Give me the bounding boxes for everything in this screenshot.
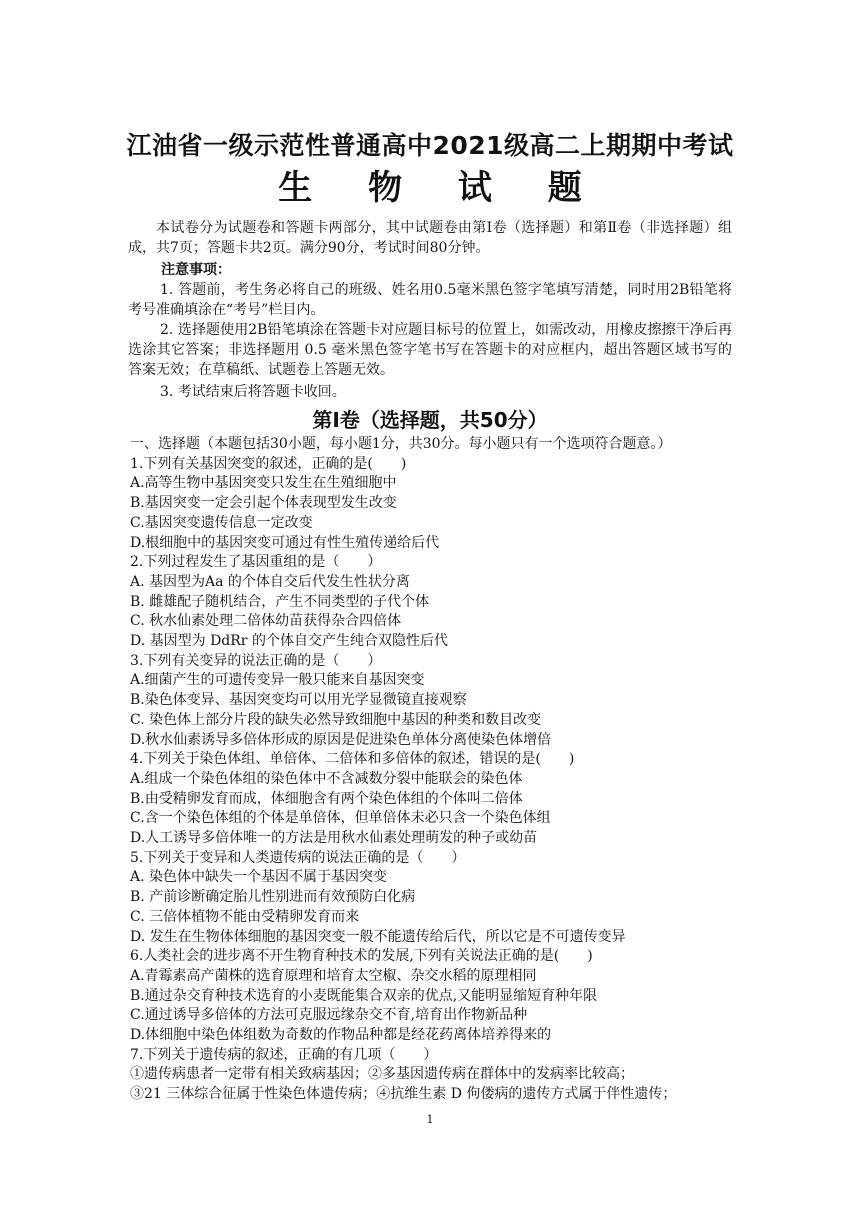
question-line: C.基因突变遗传信息一定改变 [130, 514, 313, 531]
question-line: 3.下列有关变异的说法正确的是（ ） [130, 652, 382, 669]
question-line: 2.下列过程发生了基因重组的是（ ） [130, 554, 382, 571]
note-item: 1. 答题前，考生务必将自己的班级、姓名用0.5毫米黑色签字笔填写清楚，同时用2B铅笔将考号准确填涂在“考号”栏目内。 [128, 282, 732, 318]
question-line: 1.下列有关基因突变的叙述，正确的是( ) [130, 455, 407, 472]
question-line: A. 基因型为Aa 的个体自交后代发生性状分离 [130, 573, 410, 590]
question-line: B.由受精卵发育而成，体细胞含有两个染色体组的个体叫二倍体 [130, 790, 523, 807]
question-line: 5.下列关于变异和人类遗传病的说法正确的是（ ） [130, 849, 466, 866]
section-title: 第Ⅰ卷（选择题，共50分） [312, 408, 548, 432]
question-line: D.秋水仙素诱导多倍体形成的原因是促进染色单体分离使染色体增倍 [130, 731, 552, 748]
question-line: B.染色体变异、基因突变均可以用光学显微镜直接观察 [130, 692, 467, 709]
page-number: 1 [426, 1113, 434, 1126]
intro-paragraph: 本试卷分为试题卷和答题卡两部分，其中试题卷由第Ⅰ卷（选择题）和第Ⅱ卷（非选择题）组成，共7页；答题卡共2页。满分90分，考试时间80分钟。 [128, 220, 732, 256]
note-item: 2. 选择题使用2B铅笔填涂在答题卡对应题目标号的位置上，如需改动，用橡皮擦擦干净后再选涂其它答案；非选择题用 0.5 毫米黑色签字笔书写在答题卡的对应框内，超出答题区域书写的答案无效；在草稿纸、试题卷上答题无效。 [128, 322, 732, 378]
question-line: B.通过杂交育种技术选育的小麦既能集合双亲的优点,又能明显缩短育种年限 [130, 987, 598, 1004]
question-line: ①遗传病患者一定带有相关致病基因；②多基因遗传病在群体中的发病率比较高； [130, 1066, 634, 1083]
question-line: B.基因突变一定会引起个体表现型发生改变 [130, 495, 397, 512]
question-line: C.含一个染色体组的个体是单倍体，但单倍体未必只含一个染色体组 [130, 810, 551, 827]
question-line: B. 产前诊断确定胎儿性别进而有效预防白化病 [130, 889, 416, 906]
question-line: B. 雌雄配子随机结合，产生不同类型的子代个体 [130, 593, 430, 610]
question-line: ③21 三体综合征属于性染色体遗传病；④抗维生素 D 佝偻病的遗传方式属于伴性遗传； [130, 1086, 677, 1103]
section-instruction: 一、选择题（本题包括30小题，每小题1分，共30分。每小题只有一个选项符合题意。） [130, 436, 672, 452]
exam-title: 江油省一级示范性普通高中2021级高二上期期中考试 [126, 131, 734, 160]
question-line: 7.下列关于遗传病的叙述，正确的有几项（ ） [130, 1046, 438, 1063]
question-line: D.人工诱导多倍体唯一的方法是用秋水仙素处理萌发的种子或幼苗 [130, 830, 538, 846]
question-line: C.通过诱导多倍体的方法可克服远缘杂交不育,培育出作物新品种 [130, 1007, 528, 1024]
question-line: C. 秋水仙素处理二倍体幼苗获得杂合四倍体 [130, 613, 402, 630]
question-line: D.根细胞中的基因突变可通过有性生殖传递给后代 [130, 534, 440, 551]
question-line: A.细菌产生的可遗传变异一般只能来自基因突变 [130, 672, 425, 689]
question-line: 6.人类社会的进步离不开生物育种技术的发展,下列有关说法正确的是( ) [130, 948, 593, 965]
question-line: 4.下列关于染色体组、单倍体、二倍体和多倍体的叙述，错误的是( ) [130, 751, 575, 768]
question-line: D.体细胞中染色体组数为奇数的作物品种都是经花药离体培养得来的 [130, 1027, 552, 1043]
question-line: A. 染色体中缺失一个基因不属于基因突变 [130, 869, 388, 886]
question-line: A.组成一个染色体组的染色体中不含减数分裂中能联会的染色体 [130, 770, 523, 787]
question-line: C. 三倍体植物不能由受精卵发育而来 [130, 908, 360, 925]
subject-title: 生 物 试 题 [278, 168, 604, 208]
question-line: C. 染色体上部分片段的缺失必然导致细胞中基因的种类和数目改变 [130, 711, 542, 728]
question-line: A.高等生物中基因突变只发生在生殖细胞中 [130, 475, 397, 492]
note-item: 3. 考试结束后将答题卡收回。 [160, 384, 346, 400]
question-line: D. 基因型为 DdRr 的个体自交产生纯合双隐性后代 [130, 633, 448, 649]
question-line: A.青霉素高产菌株的选育原理和培育太空椒、杂交水稻的原理相同 [130, 967, 537, 984]
question-line: D. 发生在生物体体细胞的基因突变一般不能遗传给后代，所以它是不可遗传变异 [130, 928, 626, 945]
notes-heading: 注意事项： [161, 262, 231, 278]
